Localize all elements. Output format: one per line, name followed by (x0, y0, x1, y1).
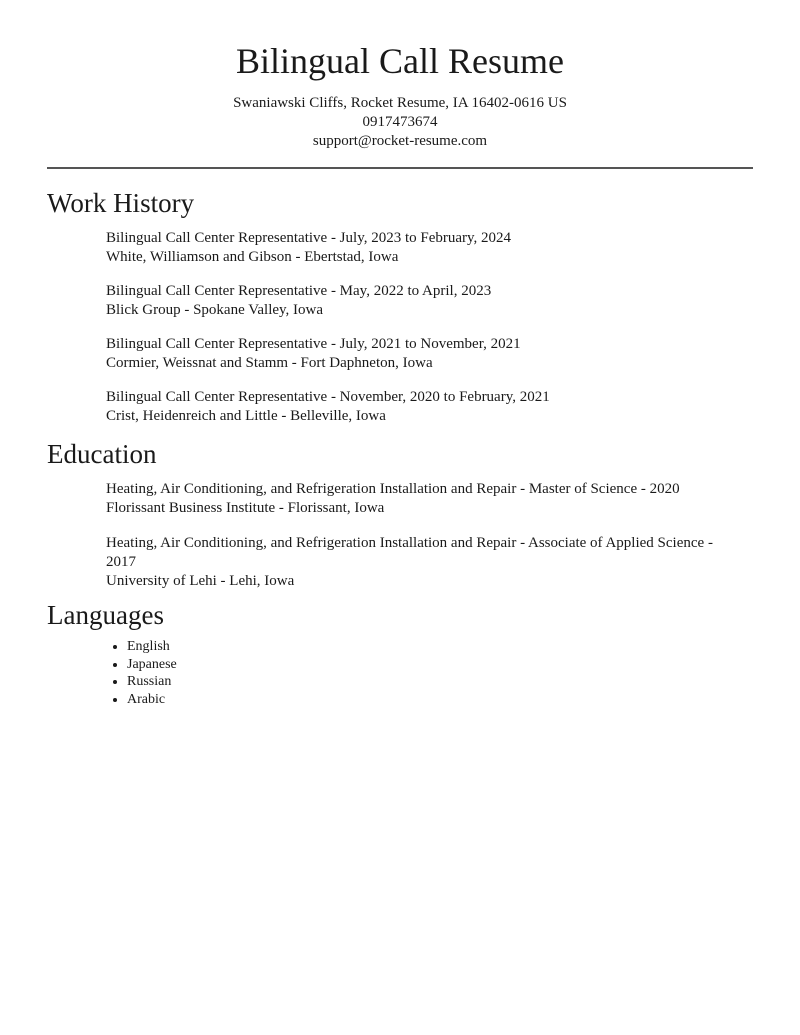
email: support@rocket-resume.com (312, 133, 488, 149)
divider (47, 167, 753, 169)
resume-title: Bilingual Call Resume (236, 41, 564, 81)
languages-list (127, 638, 753, 709)
language-item: • English (127, 638, 753, 656)
language-item: • Japanese (127, 656, 753, 674)
degree: Heating, Air Conditioning, and Refrigeration Installation and Repair - Associate of Applied Science - 2017 (106, 535, 713, 570)
job-company: Cormier, Weissnat and Stamm - Fort Daphneton, Iowa (106, 355, 433, 371)
work-history-section (47, 186, 753, 426)
job-title: Bilingual Call Center Representative - July, 2021 to November, 2021 (106, 336, 521, 352)
job-title: Bilingual Call Center Representative - May, 2022 to April, 2023 (106, 283, 492, 299)
school: University of Lehi - Lehi, Iowa (106, 573, 295, 589)
languages-section (47, 598, 753, 709)
work-entry (106, 388, 746, 426)
school: Florissant Business Institute - Florissant, Iowa (106, 500, 385, 516)
language-item: • Arabic (127, 691, 753, 709)
phone: 0917473674 (362, 114, 438, 130)
address: Swaniawski Cliffs, Rocket Resume, IA 16402-0616 US (233, 95, 567, 111)
education-entry (106, 534, 746, 591)
contact-info (0, 94, 800, 151)
section-heading: Work History (47, 188, 195, 218)
education-entry (106, 480, 746, 518)
job-company: Crist, Heidenreich and Little - Belleville, Iowa (106, 408, 386, 424)
degree: Heating, Air Conditioning, and Refrigeration Installation and Repair - Master of Science - 2020 (106, 481, 680, 497)
work-entry (106, 335, 746, 373)
section-heading: Languages (47, 600, 164, 630)
education-section (47, 437, 753, 591)
section-heading: Education (47, 439, 157, 469)
work-entry (106, 282, 746, 320)
job-company: Blick Group - Spokane Valley, Iowa (106, 302, 324, 318)
resume-header (0, 38, 800, 151)
job-company: White, Williamson and Gibson - Ebertstad, Iowa (106, 249, 399, 265)
job-title: Bilingual Call Center Representative - November, 2020 to February, 2021 (106, 389, 550, 405)
work-entry (106, 229, 746, 267)
language-item: • Russian (127, 673, 753, 691)
job-title: Bilingual Call Center Representative - July, 2023 to February, 2024 (106, 230, 512, 246)
